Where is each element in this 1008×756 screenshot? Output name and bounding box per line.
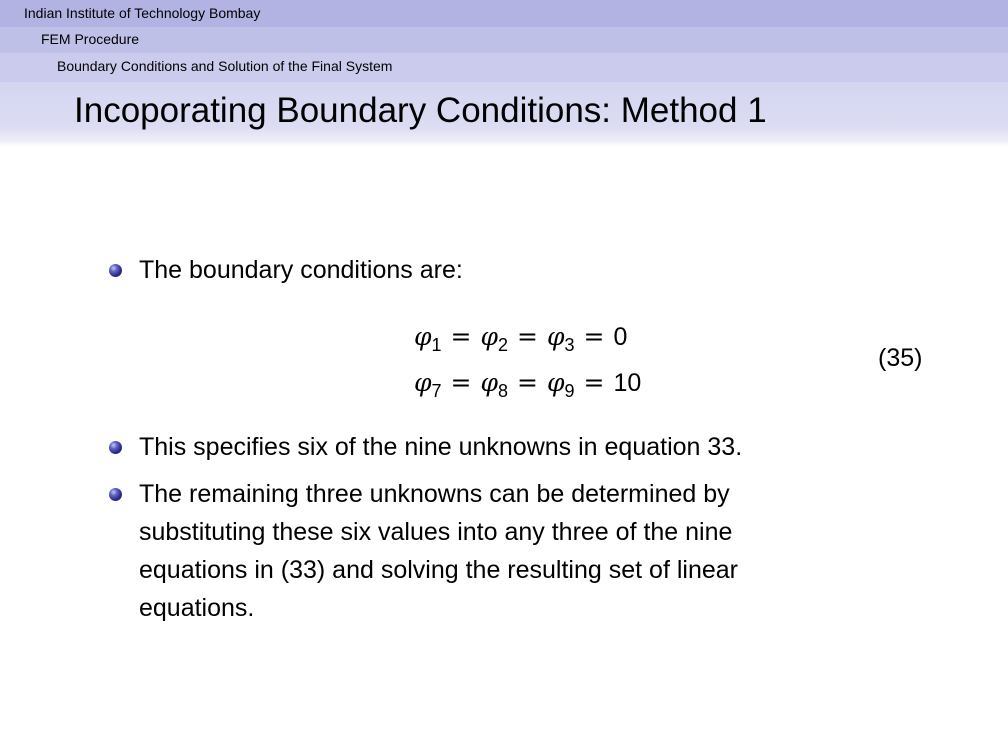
nav-institute-label[interactable]: Indian Institute of Technology Bombay [24, 5, 261, 21]
bullet-item-2: This specifies six of the nine unknowns in equation 33. [139, 433, 743, 461]
equation-value: 0 [613, 323, 628, 351]
phi-symbol: φ [414, 368, 432, 397]
equals-sign: = [517, 368, 538, 397]
subscript: 7 [431, 381, 442, 401]
nav-institute[interactable] [0, 0, 1008, 27]
bullet-item-3: The remaining three unknowns can be determined by substituting these six values into any three of the nine equations in (33) and solving the resulting set of linear equations. [139, 480, 738, 622]
equals-sign: = [583, 322, 605, 351]
phi-symbol: φ [480, 322, 498, 351]
equation-line-1 [414, 322, 628, 355]
bullet-ball-icon [109, 264, 122, 277]
equals-sign: = [517, 322, 538, 351]
nav-section-label[interactable]: FEM Procedure [41, 31, 140, 47]
nav-subsection[interactable] [0, 53, 1008, 82]
subscript: 3 [564, 335, 575, 355]
subscript: 1 [431, 335, 442, 355]
frame-title: Incoporating Boundary Conditions: Method 1 [74, 91, 767, 130]
subscript: 2 [498, 335, 509, 355]
nav-subsection-label[interactable]: Boundary Conditions and Solution of the Final System [57, 58, 393, 74]
equation-line-2 [414, 368, 642, 401]
phi-symbol: φ [414, 322, 432, 351]
phi-symbol: φ [546, 368, 565, 397]
phi-symbol: φ [546, 322, 565, 351]
bullet-ball-icon [109, 488, 122, 501]
subscript: 8 [498, 381, 509, 401]
equation-value: 10 [613, 369, 642, 397]
equals-sign: = [583, 368, 605, 397]
equals-sign: = [450, 368, 472, 397]
equation-number: (35) [878, 344, 923, 372]
equals-sign: = [450, 322, 472, 351]
phi-symbol: φ [480, 368, 498, 397]
bullet-ball-icon [109, 441, 122, 454]
nav-section[interactable] [0, 27, 1008, 53]
bullet-item-1: The boundary conditions are: [139, 256, 463, 284]
subscript: 9 [564, 381, 575, 401]
